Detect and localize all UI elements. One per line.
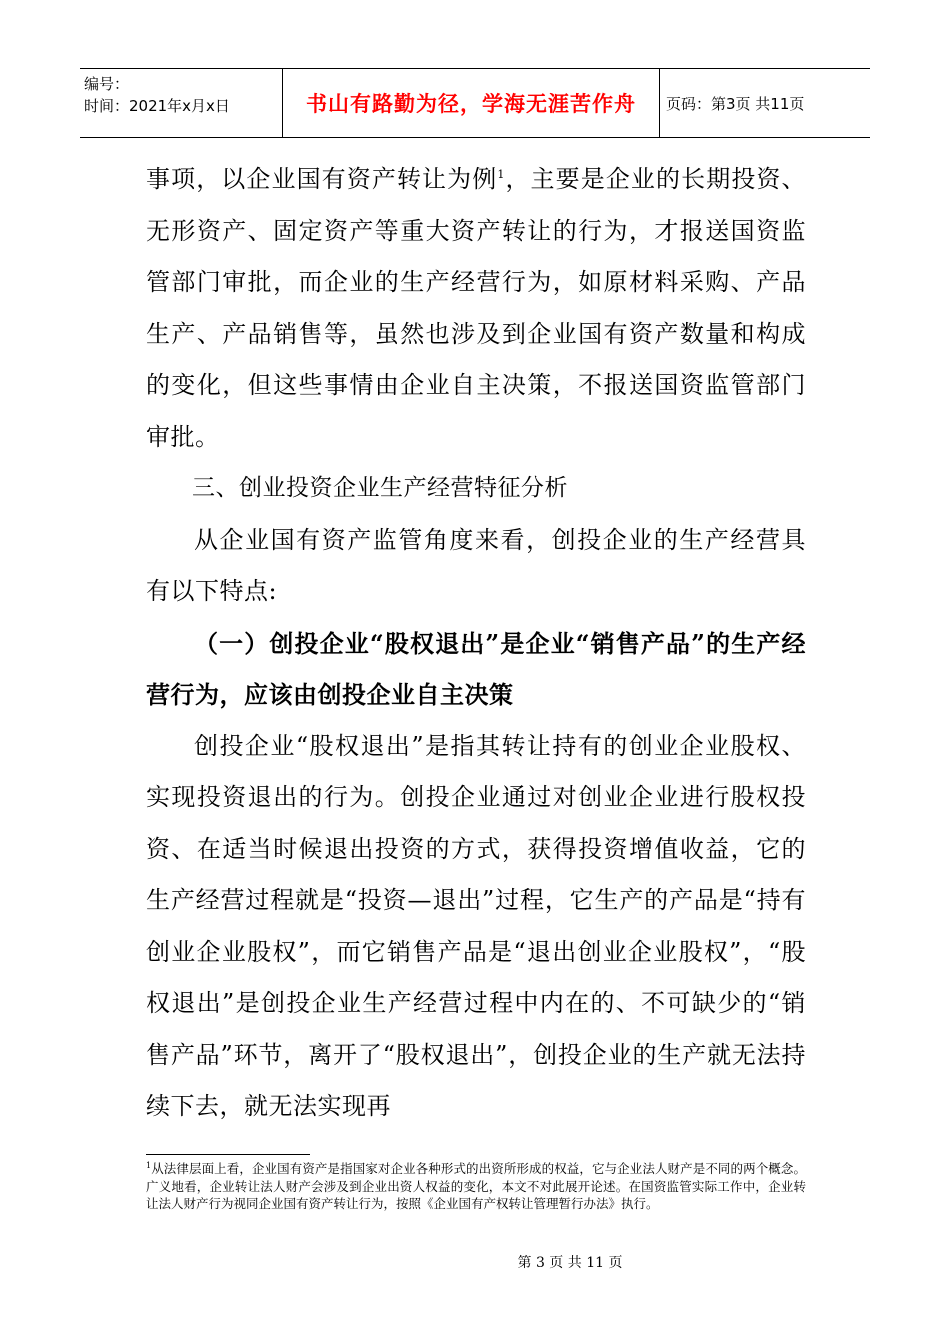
section-heading: 三、创业投资企业生产经营特征分析 <box>192 475 568 501</box>
paragraph-continued <box>146 154 806 463</box>
paragraph-text: ，主要是企业的长期投资、无形资产、固定资产等重大资产转让的行为，才报送国资监管部门审批，而企业的生产经营行为，如原材料采购、产品生产、产品销售等，虽然也涉及到企业国有资产数量和构成的变化，但这些事情由企业自主决策，不报送国资监管部门审批。 <box>146 165 807 451</box>
footnote-separator <box>146 1154 310 1155</box>
page-header <box>80 68 870 138</box>
paragraph: 创投企业“股权退出”是指其转让持有的创业企业股权、实现投资退出的行为。创投企业通过对创业企业进行股权投资、在适当时候退出投资的方式，获得投资增值收益，它的生产经营过程就是“投资—退出”过程，它生产的产品是“持有创业企业股权”，而它销售产品是“退出创业企业股权”，“股权退出”是创投企业生产经营过程中内在的、不可缺少的“销售产品”环节，离开了“股权退出”，创投企业的生产就无法持续下去，就无法实现再 <box>146 731 806 1120</box>
document-body <box>146 154 806 1133</box>
document-time-label: 时间：2021年x月x日 <box>84 97 230 115</box>
paragraph: 从企业国有资产监管角度来看，创投企业的生产经营具有以下特点: <box>146 525 806 605</box>
document-number-label: 编号： <box>84 75 130 93</box>
footnote-text: 从法律层面上看，企业国有资产是指国家对企业各种形式的出资所形成的权益，它与企业法人财产是不同的两个概念。广义地看，企业转让法人财产会涉及到企业出资人权益的变化，本文不对此展开论述。在国资监管实际工作中，企业转让法人财产行为视同企业国有资产转让行为，按照《企业国有产权转让管理暂行办法》执行。 <box>146 1161 806 1211</box>
header-page-number: 页码：第3页 共11页 <box>666 94 805 113</box>
subsection-heading: （一）创投企业“股权退出”是企业“销售产品”的生产经营行为，应该由创投企业自主决策 <box>146 628 806 709</box>
header-info-cell <box>80 69 283 137</box>
footnote-reference[interactable]: 1 <box>497 168 505 181</box>
page-footer: 第 3 页 共 11 页 <box>517 1255 623 1271</box>
paragraph-text: 事项，以企业国有资产转让为例 <box>146 165 498 193</box>
header-page-cell <box>660 69 870 137</box>
header-motto: 书山有路勤为径，学海无涯苦作舟 <box>306 92 636 116</box>
footnote-mark: 1 <box>146 1160 152 1170</box>
footnote <box>146 1160 806 1213</box>
header-motto-cell <box>283 69 660 137</box>
